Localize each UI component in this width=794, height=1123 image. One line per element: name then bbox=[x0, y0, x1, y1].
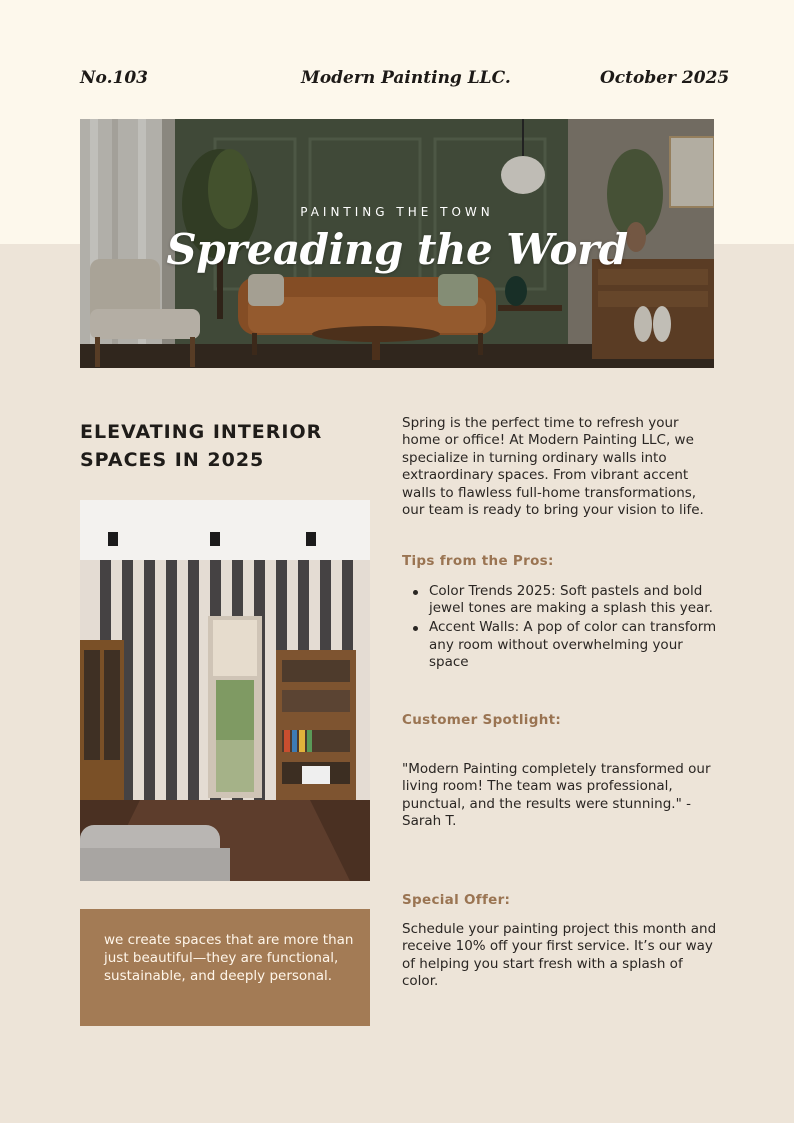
bullet-icon bbox=[413, 590, 418, 595]
hero-banner bbox=[80, 119, 714, 368]
list-item bbox=[402, 583, 720, 618]
pull-quote-text: we create spaces that are more than just beautiful—they are functional, sustainable, and deeply personal. bbox=[104, 932, 354, 984]
offer-heading: Special Offer: bbox=[402, 892, 511, 908]
room-illustration bbox=[80, 500, 370, 881]
spotlight-quote: "Modern Painting completely transformed our living room! The team was professional, punctual, and the results were stunning." - Sarah T. bbox=[402, 761, 711, 830]
list-item bbox=[402, 619, 720, 671]
bullet-icon bbox=[413, 626, 418, 631]
tip-text: Accent Walls: A pop of color can transform any room without overwhelming your space bbox=[429, 619, 717, 671]
section-title-line2: SPACES IN 2025 bbox=[80, 449, 265, 471]
intro-paragraph: Spring is the perfect time to refresh your home or office! At Modern Painting LLC, we specialize in turning ordinary walls into extraordinary spaces. From vibrant accent walls to flawless full-home transformations, our team is ready to bring your vision to life. bbox=[402, 415, 704, 519]
pull-quote-box bbox=[80, 909, 370, 1026]
section-title-line1: ELEVATING INTERIOR bbox=[80, 421, 323, 443]
tips-list bbox=[402, 583, 720, 673]
issue-number: No.103 bbox=[80, 68, 148, 88]
issue-date: October 2025 bbox=[600, 68, 730, 88]
section-title bbox=[80, 418, 350, 474]
tips-heading: Tips from the Pros: bbox=[402, 553, 554, 569]
hero-kicker: PAINTING THE TOWN bbox=[300, 205, 494, 219]
hero-headline: Spreading the Word bbox=[166, 225, 628, 274]
spotlight-heading: Customer Spotlight: bbox=[402, 712, 562, 728]
tip-text: Color Trends 2025: Soft pastels and bold jewel tones are making a splash this year. bbox=[429, 583, 713, 617]
striped-room-photo bbox=[80, 500, 370, 881]
offer-text: Schedule your painting project this month and receive 10% off your first service. It’s our way of helping you start fresh with a splash of color. bbox=[402, 921, 717, 990]
company-name: Modern Painting LLC. bbox=[301, 68, 511, 88]
